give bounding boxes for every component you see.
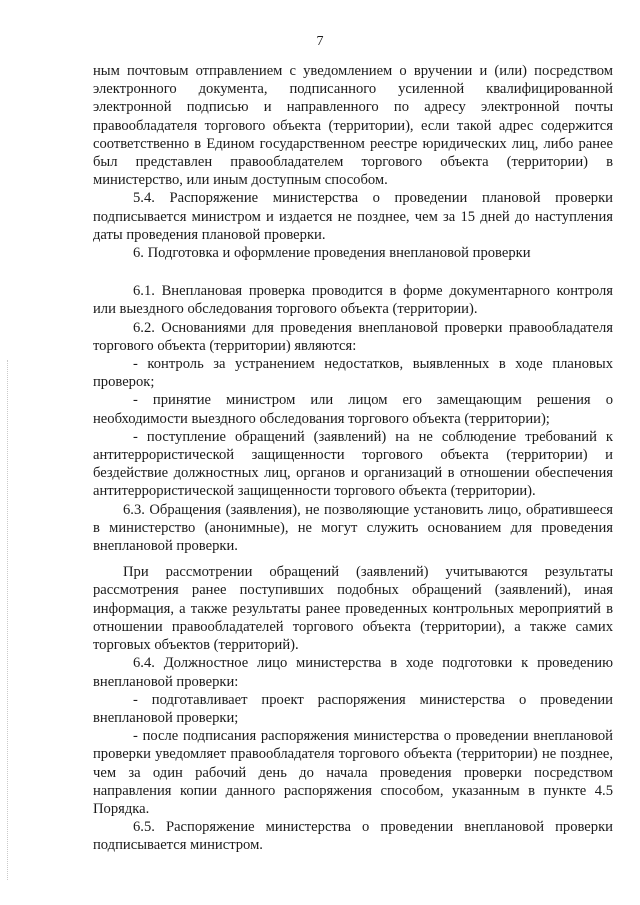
paragraph-5-4: 5.4. Распоряжение министерства о проведении плановой проверки подписывается министром и издается не позднее, чем за 15 дней до наступления даты проведения плановой проверки. (93, 190, 613, 243)
paragraph-6-2: 6.2. Основаниями для проведения внеплановой проверки правообладателя торгового объекта (территории) являются: (93, 319, 613, 354)
paragraph-6-3: 6.3. Обращения (заявления), не позволяющие установить лицо, обратившееся в министерство (анонимные), не могут служить основанием для проведения внеплановой проверки. (93, 501, 613, 555)
list-item-notification: - после подписания распоряжения министерства о проведении внеплановой проверки уведомляет правообладателя торгового объекта (территории) не позднее, чем за один рабочий день до начала проведения проверки посредством направления копии данного распоряжения способом, указанным в пункте 4.5 Порядка. (93, 728, 613, 817)
page-number: 7 (316, 34, 324, 49)
paragraph-continuation: ным почтовым отправлением с уведомлением о вручении и (или) посредством электронного документа, подписанного усиленной квалифицированной электронной подписью и направленного по адресу электронной почты правообладателя торгового объекта (территории), если такой адрес содержится соответственно в Едином государственном реестре юридических лиц, либо ранее был представлен правообладателем торгового объекта (территории) в министерство, или иным доступным способом. (93, 63, 613, 189)
paragraph-consideration: При рассмотрении обращений (заявлений) учитываются результаты рассмотрения ранее поступивших подобных обращений (заявлений), иная информация, а также результаты ранее проведенных контрольных мероприятий в отношении правообладателей торгового объекта (территории), а также самих торговых объектов (территорий). (93, 564, 613, 654)
list-item-decision: - принятие министром или лицом его замещающим решения о необходимости выездного обследования торгового объекта (территории); (93, 392, 613, 427)
paragraph-6-5: 6.5. Распоряжение министерства о проведении внеплановой проверки подписывается министром. (93, 819, 613, 854)
document-body (93, 62, 613, 855)
scan-margin-marks (7, 360, 9, 880)
section-heading-6: 6. Подготовка и оформление проведения внеплановой проверки (133, 245, 531, 262)
list-item-appeals: - поступление обращений (заявлений) на не соблюдение требований к антитеррористической защищенности торгового объекта (территории) и бездействие должностных лиц, органов и организаций в отношении обеспечения антитеррористической защищенности торгового объекта (территории). (93, 428, 613, 500)
list-item-control: - контроль за устранением недостатков, выявленных в ходе плановых проверок; (93, 356, 613, 391)
paragraph-6-4: 6.4. Должностное лицо министерства в ходе подготовки к проведению внеплановой проверки: (93, 655, 613, 690)
list-item-draft-order: - подготавливает проект распоряжения министерства о проведении внеплановой проверки; (93, 691, 613, 726)
paragraph-6-1: 6.1. Внеплановая проверка проводится в форме документарного контроля или выездного обследования торгового объекта (территории). (93, 283, 613, 318)
